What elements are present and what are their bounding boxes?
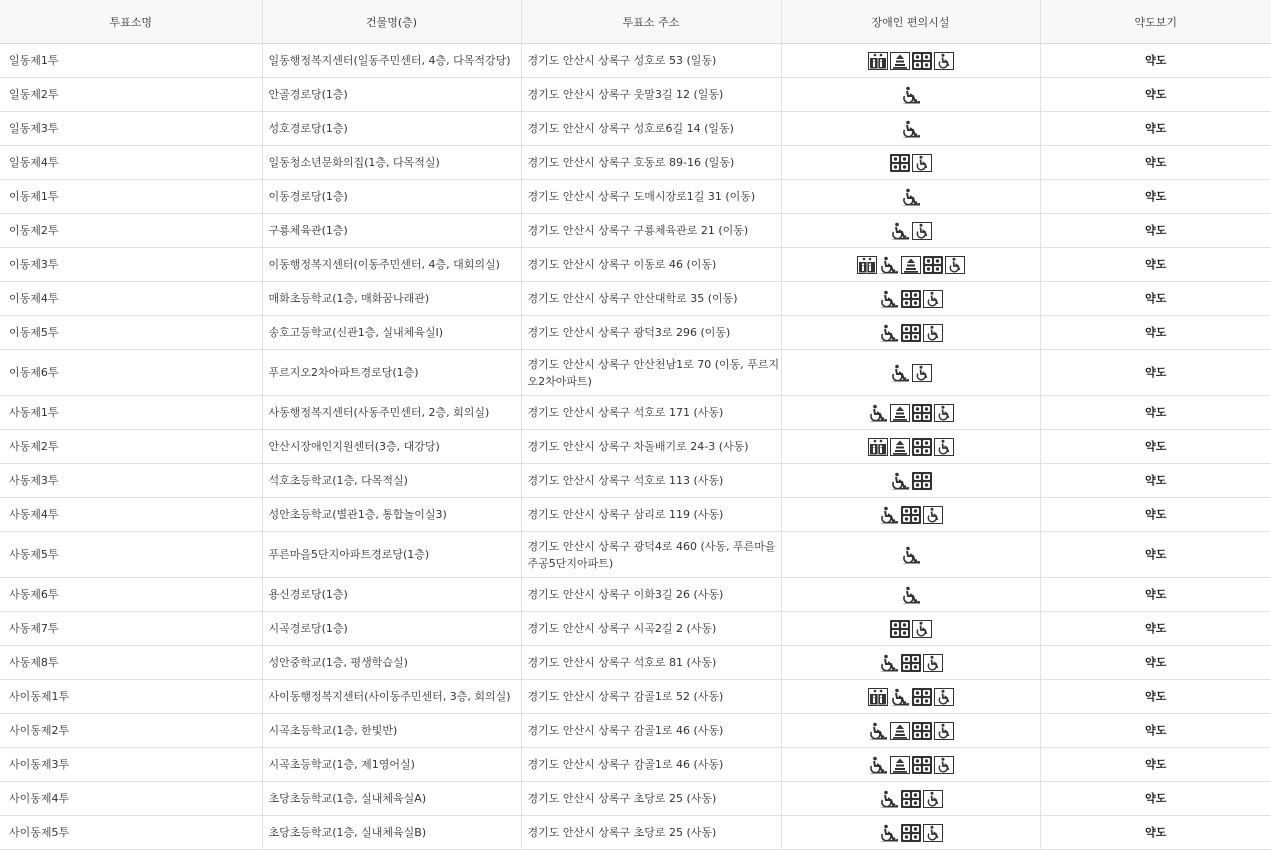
facilities-cell — [781, 112, 1040, 146]
facilities-cell — [781, 180, 1040, 214]
station-name-cell: 사이동제1투 — [0, 680, 262, 714]
building-cell: 일동행정복지센터(일동주민센터, 4층, 다목적강당) — [262, 44, 521, 78]
building-cell: 매화초등학교(1층, 매화꿈나래관) — [262, 282, 521, 316]
braille-icon — [890, 154, 910, 172]
building-cell: 시곡경로당(1층) — [262, 612, 521, 646]
lift-icon — [890, 438, 910, 456]
building-cell: 성안초등학교(별관1층, 통합놀이실3) — [262, 498, 521, 532]
map-cell — [1040, 316, 1271, 350]
wheelchair-box-icon — [912, 620, 932, 638]
map-cell — [1040, 248, 1271, 282]
ramp-icon — [901, 86, 921, 104]
facilities-cell — [781, 748, 1040, 782]
facilities-cell — [781, 146, 1040, 180]
address-cell: 경기도 안산시 상록구 호동로 89-16 (일동) — [521, 146, 781, 180]
braille-icon — [890, 620, 910, 638]
facilities-cell — [781, 78, 1040, 112]
map-link[interactable]: 약도 — [1145, 292, 1167, 305]
header-station-name: 투표소명 — [0, 0, 262, 44]
braille-icon — [912, 756, 932, 774]
ramp-icon — [890, 364, 910, 382]
map-link[interactable]: 약도 — [1145, 690, 1167, 703]
facilities-cell — [781, 430, 1040, 464]
table-row — [0, 714, 1271, 748]
address-cell: 경기도 안산시 상록구 구룡체육관로 21 (이동) — [521, 214, 781, 248]
ramp-icon — [879, 506, 899, 524]
wheelchair-box-icon — [912, 222, 932, 240]
map-cell — [1040, 578, 1271, 612]
building-cell: 안골경로당(1층) — [262, 78, 521, 112]
lift-icon — [901, 256, 921, 274]
lift-icon — [890, 722, 910, 740]
table-row — [0, 248, 1271, 282]
station-name-cell: 사동제1투 — [0, 396, 262, 430]
map-cell — [1040, 646, 1271, 680]
table-row — [0, 646, 1271, 680]
table-row — [0, 282, 1271, 316]
station-name-cell: 사이동제3투 — [0, 748, 262, 782]
building-cell: 이동경로당(1층) — [262, 180, 521, 214]
station-name-cell: 이동제1투 — [0, 180, 262, 214]
wheelchair-box-icon — [934, 404, 954, 422]
station-name-cell: 사동제3투 — [0, 464, 262, 498]
elevator-icon — [857, 256, 877, 274]
map-link[interactable]: 약도 — [1145, 156, 1167, 169]
lift-icon — [890, 404, 910, 422]
address-cell: 경기도 안산시 상록구 웃말3길 12 (일동) — [521, 78, 781, 112]
facilities-cell — [781, 282, 1040, 316]
table-row — [0, 350, 1271, 396]
facilities-cell — [781, 44, 1040, 78]
facilities-cell — [781, 214, 1040, 248]
map-cell — [1040, 44, 1271, 78]
braille-icon — [912, 472, 932, 490]
map-link[interactable]: 약도 — [1145, 88, 1167, 101]
header-facilities: 장애인 편의시설 — [781, 0, 1040, 44]
station-name-cell: 사동제6투 — [0, 578, 262, 612]
facilities-cell — [781, 612, 1040, 646]
facilities-cell — [781, 680, 1040, 714]
address-cell: 경기도 안산시 상록구 석호로 171 (사동) — [521, 396, 781, 430]
wheelchair-box-icon — [923, 506, 943, 524]
station-name-cell: 이동제4투 — [0, 282, 262, 316]
map-link[interactable]: 약도 — [1145, 406, 1167, 419]
map-link[interactable]: 약도 — [1145, 656, 1167, 669]
braille-icon — [901, 324, 921, 342]
building-cell: 석호초등학교(1층, 다목적실) — [262, 464, 521, 498]
map-cell — [1040, 680, 1271, 714]
wheelchair-box-icon — [923, 324, 943, 342]
ramp-icon — [901, 120, 921, 138]
station-name-cell: 사동제7투 — [0, 612, 262, 646]
map-cell — [1040, 430, 1271, 464]
address-cell: 경기도 안산시 상록구 감골1로 46 (사동) — [521, 748, 781, 782]
wheelchair-box-icon — [945, 256, 965, 274]
facilities-cell — [781, 396, 1040, 430]
header-map: 약도보기 — [1040, 0, 1271, 44]
building-cell: 푸른마을5단지아파트경로당(1층) — [262, 532, 521, 578]
address-cell: 경기도 안산시 상록구 안산천남1로 70 (이동, 푸르지오2차아파트) — [521, 350, 781, 396]
building-cell: 용신경로당(1층) — [262, 578, 521, 612]
header-address: 투표소 주소 — [521, 0, 781, 44]
table-row — [0, 464, 1271, 498]
map-link[interactable]: 약도 — [1145, 224, 1167, 237]
station-name-cell: 사동제5투 — [0, 532, 262, 578]
table-row — [0, 816, 1271, 850]
braille-icon — [923, 256, 943, 274]
map-link[interactable]: 약도 — [1145, 366, 1167, 379]
braille-icon — [901, 824, 921, 842]
building-cell: 구룡체육관(1층) — [262, 214, 521, 248]
ramp-icon — [890, 688, 910, 706]
table-row — [0, 44, 1271, 78]
ramp-icon — [890, 472, 910, 490]
map-link[interactable]: 약도 — [1145, 190, 1167, 203]
braille-icon — [912, 722, 932, 740]
station-name-cell: 일동제4투 — [0, 146, 262, 180]
ramp-icon — [901, 546, 921, 564]
table-row — [0, 316, 1271, 350]
address-cell: 경기도 안산시 상록구 초당로 25 (사동) — [521, 816, 781, 850]
wheelchair-box-icon — [934, 688, 954, 706]
address-cell: 경기도 안산시 상록구 삼리로 119 (사동) — [521, 498, 781, 532]
wheelchair-box-icon — [923, 824, 943, 842]
ramp-icon — [879, 256, 899, 274]
station-name-cell: 일동제1투 — [0, 44, 262, 78]
braille-icon — [912, 404, 932, 422]
station-name-cell: 이동제3투 — [0, 248, 262, 282]
table-row — [0, 396, 1271, 430]
ramp-icon — [879, 790, 899, 808]
building-cell: 푸르지오2차아파트경로당(1층) — [262, 350, 521, 396]
facilities-cell — [781, 248, 1040, 282]
map-cell — [1040, 350, 1271, 396]
wheelchair-box-icon — [923, 654, 943, 672]
map-cell — [1040, 714, 1271, 748]
ramp-icon — [879, 824, 899, 842]
wheelchair-box-icon — [923, 290, 943, 308]
table-row — [0, 180, 1271, 214]
header-building: 건물명(층) — [262, 0, 521, 44]
station-name-cell: 일동제2투 — [0, 78, 262, 112]
map-link[interactable]: 약도 — [1145, 54, 1167, 67]
station-name-cell: 사동제8투 — [0, 646, 262, 680]
address-cell: 경기도 안산시 상록구 차돌배기로 24-3 (사동) — [521, 430, 781, 464]
map-cell — [1040, 396, 1271, 430]
ramp-icon — [868, 404, 888, 422]
map-link[interactable]: 약도 — [1145, 508, 1167, 521]
station-name-cell: 이동제2투 — [0, 214, 262, 248]
map-cell — [1040, 532, 1271, 578]
map-cell — [1040, 146, 1271, 180]
elevator-icon — [868, 438, 888, 456]
elevator-icon — [868, 52, 888, 70]
map-link[interactable]: 약도 — [1145, 548, 1167, 561]
map-cell — [1040, 464, 1271, 498]
address-cell: 경기도 안산시 상록구 초당로 25 (사동) — [521, 782, 781, 816]
map-cell — [1040, 78, 1271, 112]
ramp-icon — [879, 324, 899, 342]
map-link[interactable]: 약도 — [1145, 622, 1167, 635]
building-cell: 초당초등학교(1층, 실내체육실A) — [262, 782, 521, 816]
address-cell: 경기도 안산시 상록구 이동로 46 (이동) — [521, 248, 781, 282]
wheelchair-box-icon — [934, 438, 954, 456]
elevator-icon — [868, 688, 888, 706]
facilities-cell — [781, 816, 1040, 850]
braille-icon — [901, 790, 921, 808]
ramp-icon — [879, 654, 899, 672]
map-link[interactable]: 약도 — [1145, 588, 1167, 601]
table-row — [0, 782, 1271, 816]
map-link[interactable]: 약도 — [1145, 258, 1167, 271]
building-cell: 안산시장애인지원센터(3층, 대강당) — [262, 430, 521, 464]
table-row — [0, 214, 1271, 248]
ramp-icon — [901, 586, 921, 604]
facilities-cell — [781, 464, 1040, 498]
map-link[interactable]: 약도 — [1145, 792, 1167, 805]
address-cell: 경기도 안산시 상록구 석호로 81 (사동) — [521, 646, 781, 680]
table-body — [0, 44, 1271, 850]
map-link[interactable]: 약도 — [1145, 474, 1167, 487]
station-name-cell: 사이동제4투 — [0, 782, 262, 816]
station-name-cell: 사이동제2투 — [0, 714, 262, 748]
address-cell: 경기도 안산시 상록구 광덕3로 296 (이동) — [521, 316, 781, 350]
table-row — [0, 748, 1271, 782]
map-link[interactable]: 약도 — [1145, 758, 1167, 771]
address-cell: 경기도 안산시 상록구 도매시장로1길 31 (이동) — [521, 180, 781, 214]
ramp-icon — [868, 756, 888, 774]
station-name-cell: 사이동제5투 — [0, 816, 262, 850]
address-cell: 경기도 안산시 상록구 이화3길 26 (사동) — [521, 578, 781, 612]
ramp-icon — [879, 290, 899, 308]
address-cell: 경기도 안산시 상록구 감골1로 46 (사동) — [521, 714, 781, 748]
lift-icon — [890, 756, 910, 774]
map-link[interactable]: 약도 — [1145, 440, 1167, 453]
facilities-cell — [781, 646, 1040, 680]
map-cell — [1040, 112, 1271, 146]
map-cell — [1040, 214, 1271, 248]
address-cell: 경기도 안산시 상록구 시곡2길 2 (사동) — [521, 612, 781, 646]
table-row — [0, 146, 1271, 180]
facilities-cell — [781, 578, 1040, 612]
facilities-cell — [781, 498, 1040, 532]
braille-icon — [901, 506, 921, 524]
braille-icon — [901, 654, 921, 672]
building-cell: 이동행정복지센터(이동주민센터, 4층, 대회의실) — [262, 248, 521, 282]
facilities-cell — [781, 714, 1040, 748]
building-cell: 초당초등학교(1층, 실내체육실B) — [262, 816, 521, 850]
building-cell: 성호경로당(1층) — [262, 112, 521, 146]
building-cell: 사이동행정복지센터(사이동주민센터, 3층, 회의실) — [262, 680, 521, 714]
map-link[interactable]: 약도 — [1145, 122, 1167, 135]
map-link[interactable]: 약도 — [1145, 326, 1167, 339]
address-cell: 경기도 안산시 상록구 광덕4로 460 (사동, 푸른마을주공5단지아파트) — [521, 532, 781, 578]
address-cell: 경기도 안산시 상록구 석호로 113 (사동) — [521, 464, 781, 498]
ramp-icon — [901, 188, 921, 206]
building-cell: 일동청소년문화의집(1층, 다목적실) — [262, 146, 521, 180]
station-name-cell: 이동제5투 — [0, 316, 262, 350]
table-row — [0, 78, 1271, 112]
address-cell: 경기도 안산시 상록구 성호로6길 14 (일동) — [521, 112, 781, 146]
table-row — [0, 498, 1271, 532]
braille-icon — [912, 438, 932, 456]
map-cell — [1040, 782, 1271, 816]
braille-icon — [912, 688, 932, 706]
facilities-cell — [781, 782, 1040, 816]
building-cell: 시곡초등학교(1층, 한빛반) — [262, 714, 521, 748]
lift-icon — [890, 52, 910, 70]
wheelchair-box-icon — [912, 154, 932, 172]
address-cell: 경기도 안산시 상록구 감골1로 52 (사동) — [521, 680, 781, 714]
wheelchair-box-icon — [934, 52, 954, 70]
building-cell: 송호고등학교(신관1층, 실내체육실Ⅰ) — [262, 316, 521, 350]
map-link[interactable]: 약도 — [1145, 826, 1167, 839]
map-link[interactable]: 약도 — [1145, 724, 1167, 737]
facilities-cell — [781, 532, 1040, 578]
map-cell — [1040, 612, 1271, 646]
wheelchair-box-icon — [934, 722, 954, 740]
table-row — [0, 612, 1271, 646]
braille-icon — [901, 290, 921, 308]
map-cell — [1040, 748, 1271, 782]
table-row — [0, 578, 1271, 612]
table-row — [0, 112, 1271, 146]
building-cell: 시곡초등학교(1층, 제1영어실) — [262, 748, 521, 782]
ramp-icon — [890, 222, 910, 240]
station-name-cell: 일동제3투 — [0, 112, 262, 146]
facilities-cell — [781, 316, 1040, 350]
map-cell — [1040, 816, 1271, 850]
ramp-icon — [868, 722, 888, 740]
wheelchair-box-icon — [923, 790, 943, 808]
wheelchair-box-icon — [912, 364, 932, 382]
wheelchair-box-icon — [934, 756, 954, 774]
map-cell — [1040, 180, 1271, 214]
table-row — [0, 532, 1271, 578]
table-header — [0, 0, 1271, 44]
station-name-cell: 사동제4투 — [0, 498, 262, 532]
facilities-cell — [781, 350, 1040, 396]
braille-icon — [912, 52, 932, 70]
map-cell — [1040, 282, 1271, 316]
building-cell: 사동행정복지센터(사동주민센터, 2층, 회의실) — [262, 396, 521, 430]
table-row — [0, 680, 1271, 714]
station-name-cell: 이동제6투 — [0, 350, 262, 396]
address-cell: 경기도 안산시 상록구 안산대학로 35 (이동) — [521, 282, 781, 316]
building-cell: 성안중학교(1층, 평생학습실) — [262, 646, 521, 680]
station-name-cell: 사동제2투 — [0, 430, 262, 464]
address-cell: 경기도 안산시 상록구 성호로 53 (일동) — [521, 44, 781, 78]
map-cell — [1040, 498, 1271, 532]
table-row — [0, 430, 1271, 464]
